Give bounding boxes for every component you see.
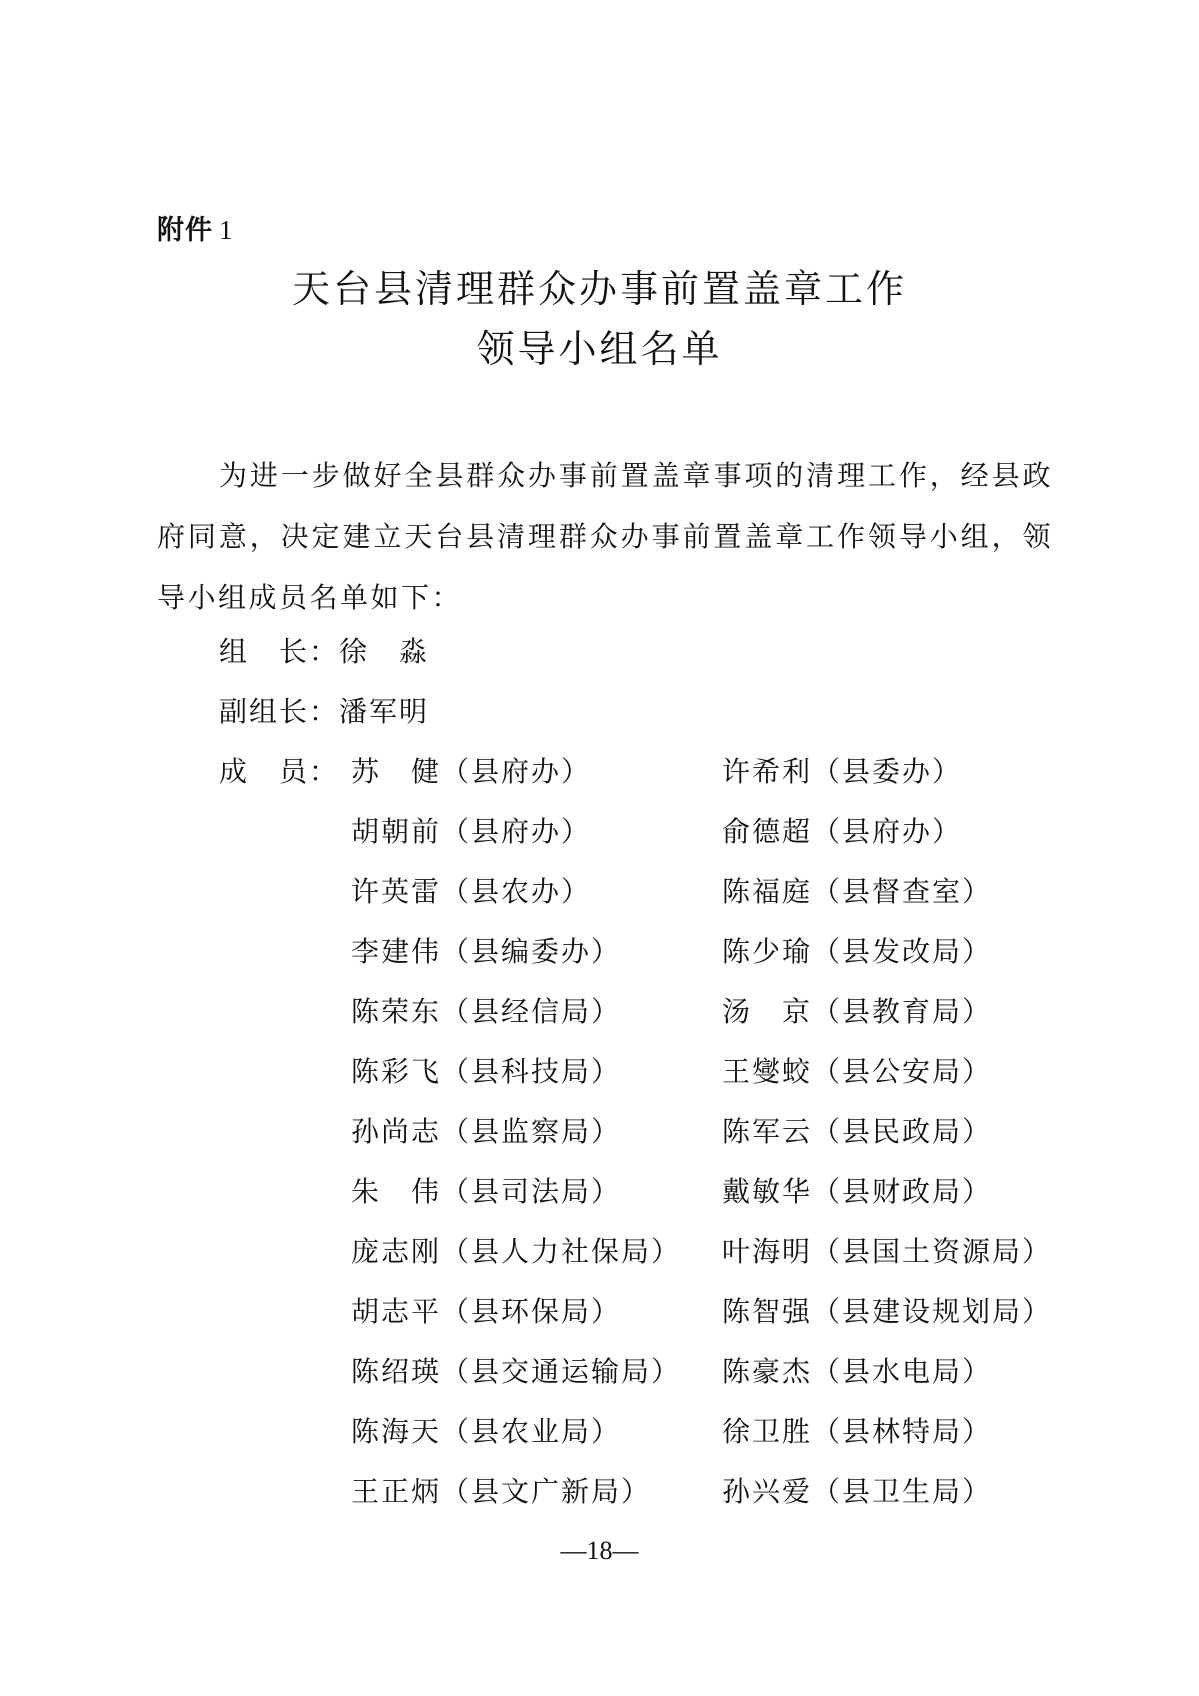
attachment-label: [157, 208, 234, 247]
member-right-3: 陈福庭（县督查室）: [722, 875, 993, 908]
deputy-name: 潘军明: [339, 695, 430, 728]
document-title-line-1: 天台县清理群众办事前置盖章工作: [291, 267, 907, 311]
member-right-9: 叶海明（县国土资源局）: [722, 1235, 1053, 1268]
deputy-label: 副组长：: [219, 695, 340, 728]
member-left-4: 李建伟（县编委办）: [351, 935, 622, 968]
member-right-5: 汤 京（县教育局）: [722, 995, 993, 1028]
member-right-1: 许希利（县委办）: [722, 755, 963, 788]
document-title-line-2: 领导小组名单: [476, 327, 723, 371]
member-right-10: 陈智强（县建设规划局）: [722, 1295, 1053, 1328]
member-right-11: 陈豪杰（县水电局）: [722, 1355, 993, 1388]
member-right-7: 陈军云（县民政局）: [722, 1115, 993, 1148]
member-right-6: 王燮蛟（县公安局）: [722, 1055, 993, 1088]
page-number: —18—: [560, 1536, 639, 1565]
member-left-13: 王正炳（县文广新局）: [351, 1475, 652, 1508]
attachment-number: 1: [219, 215, 234, 245]
member-right-8: 戴敏华（县财政局）: [722, 1175, 993, 1208]
member-right-4: 陈少瑜（县发改局）: [722, 935, 993, 968]
intro-paragraph: 为进一步做好全县群众办事前置盖章事项的清理工作，经县政府同意，决定建立天台县清理群众办事前置盖章工作领导小组，领导小组成员名单如下：: [157, 459, 1053, 614]
member-right-12: 徐卫胜（县林特局）: [722, 1415, 993, 1448]
member-left-2: 胡朝前（县府办）: [351, 815, 592, 848]
leader-line: [219, 630, 429, 670]
member-right-13: 孙兴爱（县卫生局）: [722, 1475, 993, 1508]
member-left-8: 朱 伟（县司法局）: [351, 1175, 622, 1208]
leader-label: 组 长：: [219, 635, 340, 668]
member-left-6: 陈彩飞（县科技局）: [351, 1055, 622, 1088]
leader-name: 徐 淼: [339, 635, 430, 668]
attachment-text: 附件: [157, 215, 213, 246]
member-left-9: 庞志刚（县人力社保局）: [351, 1235, 682, 1268]
members-label: 成 员：: [219, 755, 340, 788]
member-left-5: 陈荣东（县经信局）: [351, 995, 622, 1028]
member-left-1: 苏 健（县府办）: [351, 755, 592, 788]
member-right-2: 俞德超（县府办）: [722, 815, 963, 848]
member-left-11: 陈绍瑛（县交通运输局）: [351, 1355, 682, 1388]
member-left-12: 陈海天（县农业局）: [351, 1415, 622, 1448]
member-left-7: 孙尚志（县监察局）: [351, 1115, 622, 1148]
member-left-3: 许英雷（县农办）: [351, 875, 592, 908]
deputy-leader-line: [219, 690, 429, 730]
member-left-10: 胡志平（县环保局）: [351, 1295, 622, 1328]
